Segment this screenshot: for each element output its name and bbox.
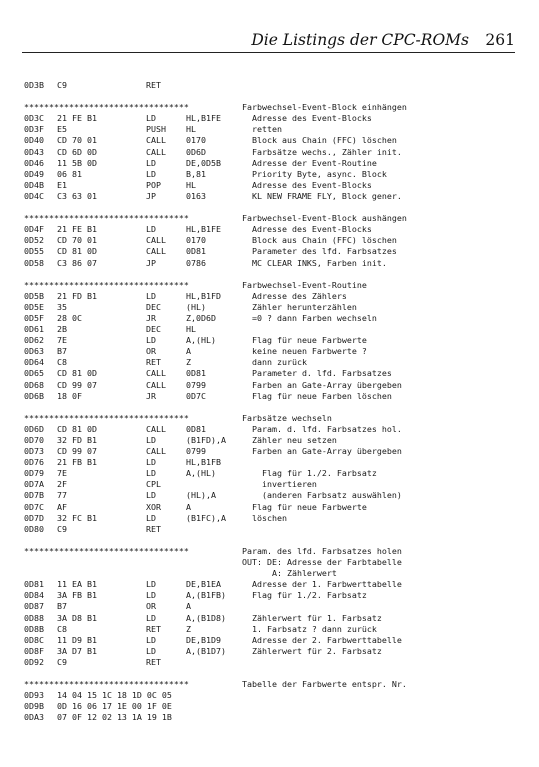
page-number: 261 <box>485 31 515 49</box>
line-operand: (B1FD),A <box>186 435 226 445</box>
line-address: 0D3B <box>24 80 44 90</box>
line-address: 0D4F <box>24 224 44 235</box>
line-mnemonic: OR <box>146 601 156 612</box>
line-comment: Adresse der 2. Farbwerttabelle <box>242 634 402 645</box>
line-mnemonic: LD <box>146 634 156 645</box>
line-opcode-bytes: CD 81 0D <box>57 246 97 257</box>
listing-line <box>24 180 524 191</box>
listing-line <box>24 590 524 601</box>
listing-line <box>24 158 524 169</box>
line-operand: 0170 <box>186 235 206 246</box>
line-operand: 0D81 <box>186 368 206 379</box>
listing-line <box>24 357 524 368</box>
line-opcode-bytes: 35 <box>57 301 67 312</box>
line-operand: 0799 <box>186 379 206 390</box>
line-comment: Farbwechsel-Event-Routine <box>242 279 367 290</box>
line-mnemonic: LD <box>146 435 156 445</box>
line-mnemonic: LD <box>146 512 156 523</box>
line-address: 0D43 <box>24 146 44 157</box>
listing-line <box>24 502 524 513</box>
listing-line <box>24 446 524 457</box>
line-mnemonic: OR <box>146 346 156 357</box>
listing-line <box>24 113 524 124</box>
line-operand: 0786 <box>186 257 206 268</box>
line-mnemonic: CPL <box>146 479 161 490</box>
line-comment: Zählerwert für 2. Farbsatz <box>242 645 382 656</box>
line-address: 0D8F <box>24 645 44 656</box>
line-mnemonic: RET <box>146 523 161 534</box>
line-opcode-bytes: 11 D9 B1 <box>57 634 97 645</box>
line-comment: Block aus Chain (FFC) löschen <box>242 135 397 146</box>
line-mnemonic: RET <box>146 623 161 634</box>
line-operand: Z <box>186 623 191 634</box>
line-mnemonic: JR <box>146 312 156 323</box>
line-opcode-bytes: CD 6D 0D <box>57 146 97 157</box>
line-comment: MC CLEAR INKS, Farben init. <box>242 257 387 268</box>
listing-line <box>24 124 524 135</box>
line-address: ********************************* <box>24 279 189 290</box>
listing-line <box>24 246 524 257</box>
listing-gap <box>24 535 524 546</box>
listing-line <box>24 213 524 224</box>
listing-line <box>24 546 524 557</box>
line-comment: Farbsätze wechseln <box>242 412 332 423</box>
line-operand: A,(HL) <box>186 468 216 479</box>
line-comment: Flag für 1./2. Farbsatz <box>242 590 367 601</box>
line-comment: (anderen Farbsatz auswählen) <box>242 490 402 501</box>
line-operand: 0D81 <box>186 423 206 434</box>
line-opcode-bytes: C9 <box>57 523 67 534</box>
line-opcode-bytes: 0D 16 06 17 1E 00 1F 0E <box>57 701 172 712</box>
listing-line <box>24 102 524 113</box>
line-mnemonic: LD <box>146 290 156 301</box>
line-address: ********************************* <box>24 679 189 690</box>
line-opcode-bytes: 14 04 15 1C 18 1D 0C 05 <box>57 690 172 701</box>
line-address: 0D84 <box>24 590 44 601</box>
line-mnemonic: RET <box>146 656 161 667</box>
listing-gap <box>24 269 524 280</box>
listing-line <box>24 391 524 402</box>
line-address: 0D7D <box>24 512 44 523</box>
line-opcode-bytes: E1 <box>57 179 67 190</box>
line-mnemonic: LD <box>146 457 156 468</box>
line-operand: A <box>186 346 191 357</box>
line-opcode-bytes: 18 0F <box>57 390 82 401</box>
line-comment: Priority Byte, async. Block <box>242 168 387 179</box>
line-operand: HL <box>186 179 196 190</box>
line-mnemonic: JP <box>146 190 156 201</box>
line-comment: =0 ? dann Farben wechseln <box>242 312 377 323</box>
listing-line <box>24 435 524 446</box>
line-opcode-bytes: 2B <box>57 324 67 335</box>
listing-line <box>24 601 524 612</box>
line-address: 0D49 <box>24 168 44 179</box>
line-operand: HL,B1FE <box>186 113 221 124</box>
line-operand: 0170 <box>186 135 206 146</box>
line-address: 0D70 <box>24 435 44 445</box>
line-address: 0D92 <box>24 656 44 667</box>
line-operand: HL,B1FE <box>186 224 221 235</box>
listing-line <box>24 80 524 91</box>
line-opcode-bytes: 7E <box>57 335 67 346</box>
line-comment: retten <box>242 124 282 135</box>
line-address: 0D52 <box>24 235 44 246</box>
line-address: ********************************* <box>24 412 189 423</box>
line-address: 0D3C <box>24 113 44 124</box>
line-opcode-bytes: C3 63 01 <box>57 190 97 201</box>
line-opcode-bytes: CD 70 01 <box>57 135 97 146</box>
line-opcode-bytes: AF <box>57 501 67 512</box>
listing-line <box>24 335 524 346</box>
line-address: 0D7C <box>24 501 44 512</box>
line-address: 0D8C <box>24 634 44 645</box>
listing-line <box>24 524 524 535</box>
line-address: 0D58 <box>24 257 44 268</box>
line-mnemonic: LD <box>146 113 156 124</box>
listing-line <box>24 479 524 490</box>
line-comment: Flag für neue Farbwerte <box>242 501 367 512</box>
line-opcode-bytes: CD 70 01 <box>57 235 97 246</box>
line-address: 0D6D <box>24 423 44 434</box>
line-comment: Parameter des lfd. Farbsatzes <box>242 246 397 257</box>
line-opcode-bytes: 21 FE B1 <box>57 113 97 124</box>
listing-line <box>24 690 524 701</box>
line-comment: Param. des lfd. Farbsatzes holen <box>242 545 402 556</box>
line-address: 0D7A <box>24 479 44 490</box>
line-opcode-bytes: CD 81 0D <box>57 423 97 434</box>
listing-line <box>24 624 524 635</box>
listing-gap <box>24 668 524 679</box>
line-comment: Flag für neue Farben löschen <box>242 390 392 401</box>
line-operand: 0D7C <box>186 390 206 401</box>
listing-line <box>24 368 524 379</box>
line-opcode-bytes: 77 <box>57 490 67 501</box>
line-mnemonic: RET <box>146 80 161 90</box>
line-mnemonic: CALL <box>146 235 166 246</box>
line-address: 0D3F <box>24 124 44 135</box>
line-mnemonic: CALL <box>146 246 166 257</box>
line-comment: keine neuen Farbwerte ? <box>242 346 367 357</box>
line-address: ********************************* <box>24 545 189 556</box>
line-comment: Adresse des Zählers <box>242 290 347 301</box>
listing-line <box>24 613 524 624</box>
listing-line <box>24 147 524 158</box>
line-comment: Adresse des Event-Blocks <box>242 224 372 235</box>
line-opcode-bytes: 06 81 <box>57 168 82 179</box>
line-opcode-bytes: CD 99 07 <box>57 446 97 457</box>
line-opcode-bytes: C8 <box>57 357 67 368</box>
line-comment: Zähler neu setzen <box>242 435 337 445</box>
line-address: 0D88 <box>24 612 44 623</box>
listing-gap <box>24 402 524 413</box>
line-comment: Block aus Chain (FFC) löschen <box>242 235 397 246</box>
listing-line <box>24 324 524 335</box>
page-header <box>22 26 515 53</box>
line-opcode-bytes: 11 5B 0D <box>57 157 97 168</box>
line-comment: Flag für 1./2. Farbsatz <box>242 468 377 479</box>
line-opcode-bytes: E5 <box>57 124 67 135</box>
line-address: 0D87 <box>24 601 44 612</box>
line-operand: 0163 <box>186 190 206 201</box>
line-address: 0D40 <box>24 135 44 146</box>
line-address: 0DA3 <box>24 712 44 723</box>
line-address: 0D55 <box>24 246 44 257</box>
line-address: 0D4B <box>24 179 44 190</box>
line-operand: HL,B1FD <box>186 290 221 301</box>
listing-gap <box>24 202 524 213</box>
listing-line <box>24 413 524 424</box>
line-opcode-bytes: 32 FC B1 <box>57 512 97 523</box>
line-comment: OUT: DE: Adresse der Farbtabelle <box>242 557 402 568</box>
line-comment: KL NEW FRAME FLY, Block gener. <box>242 190 402 201</box>
line-mnemonic: JP <box>146 257 156 268</box>
line-address: 0D63 <box>24 346 44 357</box>
listing-line <box>24 579 524 590</box>
listing-line <box>24 646 524 657</box>
line-operand: DE,B1EA <box>186 579 221 590</box>
line-operand: (HL),A <box>186 490 216 501</box>
listing-line <box>24 191 524 202</box>
line-address: 0D93 <box>24 690 44 701</box>
line-operand: Z,0D6D <box>186 312 216 323</box>
line-mnemonic: XOR <box>146 501 161 512</box>
line-comment: Farbwechsel-Event-Block aushängen <box>242 213 407 224</box>
listing-line <box>24 235 524 246</box>
line-comment: löschen <box>242 512 287 523</box>
line-address: 0D5E <box>24 301 44 312</box>
line-comment: Zähler herunterzählen <box>242 301 357 312</box>
line-operand: A <box>186 501 191 512</box>
line-comment: Flag für neue Farbwerte <box>242 335 367 346</box>
line-opcode-bytes: 21 FB B1 <box>57 457 97 468</box>
line-opcode-bytes: 21 FE B1 <box>57 224 97 235</box>
line-mnemonic: LD <box>146 590 156 601</box>
line-mnemonic: LD <box>146 490 156 501</box>
line-opcode-bytes: 2F <box>57 479 67 490</box>
line-address: 0D62 <box>24 335 44 346</box>
line-mnemonic: LD <box>146 335 156 346</box>
line-mnemonic: LD <box>146 612 156 623</box>
line-comment: 1. Farbsatz ? dann zurück <box>242 623 377 634</box>
line-opcode-bytes: C9 <box>57 656 67 667</box>
line-comment: Adresse der Event-Routine <box>242 157 377 168</box>
line-comment: Farbwechsel-Event-Block einhängen <box>242 102 407 113</box>
line-opcode-bytes: CD 99 07 <box>57 379 97 390</box>
line-address: 0D7B <box>24 490 44 501</box>
line-operand: 0D81 <box>186 246 206 257</box>
line-mnemonic: PUSH <box>146 124 166 135</box>
line-operand: A <box>186 601 191 612</box>
line-address: 0D65 <box>24 368 44 379</box>
line-mnemonic: CALL <box>146 146 166 157</box>
listing-line <box>24 135 524 146</box>
listing-line <box>24 291 524 302</box>
line-operand: 0799 <box>186 446 206 457</box>
line-mnemonic: CALL <box>146 446 166 457</box>
line-comment: dann zurück <box>242 357 307 368</box>
line-mnemonic: JR <box>146 390 156 401</box>
line-mnemonic: LD <box>146 168 156 179</box>
line-operand: DE,B1D9 <box>186 634 221 645</box>
assembly-listing <box>24 80 524 723</box>
line-opcode-bytes: 3A FB B1 <box>57 590 97 601</box>
listing-line <box>24 468 524 479</box>
line-mnemonic: LD <box>146 468 156 479</box>
line-opcode-bytes: B7 <box>57 346 67 357</box>
line-comment: Param. d. lfd. Farbsatzes hol. <box>242 423 402 434</box>
line-mnemonic: LD <box>146 579 156 590</box>
line-address: 0D6B <box>24 390 44 401</box>
listing-line <box>24 258 524 269</box>
line-address: 0D73 <box>24 446 44 457</box>
line-operand: HL <box>186 124 196 135</box>
line-address: 0D46 <box>24 157 44 168</box>
line-operand: (B1FC),A <box>186 512 226 523</box>
line-address: 0D61 <box>24 324 44 335</box>
line-mnemonic: DEC <box>146 324 161 335</box>
line-comment: Adresse des Event-Blocks <box>242 113 372 124</box>
line-operand: A,(B1D7) <box>186 645 226 656</box>
line-mnemonic: DEC <box>146 301 161 312</box>
line-comment: Zählerwert für 1. Farbsatz <box>242 612 382 623</box>
line-address: 0D5B <box>24 290 44 301</box>
line-mnemonic: CALL <box>146 423 166 434</box>
line-address: ********************************* <box>24 102 189 113</box>
line-address: 0D5F <box>24 312 44 323</box>
line-comment: Farben an Gate-Array übergeben <box>242 379 402 390</box>
line-comment: Farbsätze wechs., Zähler init. <box>242 146 402 157</box>
line-comment: Parameter d. lfd. Farbsatzes <box>242 368 392 379</box>
listing-line <box>24 513 524 524</box>
line-mnemonic: CALL <box>146 368 166 379</box>
listing-line <box>24 224 524 235</box>
line-mnemonic: LD <box>146 157 156 168</box>
line-address: 0D64 <box>24 357 44 368</box>
line-mnemonic: POP <box>146 179 161 190</box>
listing-line <box>24 712 524 723</box>
line-opcode-bytes: 07 0F 12 02 13 1A 19 1B <box>57 712 172 723</box>
listing-line <box>24 346 524 357</box>
line-address: 0D9B <box>24 701 44 712</box>
line-opcode-bytes: CD 81 0D <box>57 368 97 379</box>
listing-line <box>24 635 524 646</box>
line-operand: A,(B1D8) <box>186 612 226 623</box>
line-comment: A: Zählerwert <box>242 568 337 579</box>
listing-line <box>24 302 524 313</box>
listing-line <box>24 490 524 501</box>
line-operand: A,(B1FB) <box>186 590 226 601</box>
line-mnemonic: LD <box>146 224 156 235</box>
line-address: 0D80 <box>24 523 44 534</box>
line-operand: HL <box>186 324 196 335</box>
running-title: Die Listings der CPC-ROMs <box>251 31 469 49</box>
line-address: 0D8B <box>24 623 44 634</box>
listing-line <box>24 679 524 690</box>
line-address: 0D68 <box>24 379 44 390</box>
line-address: 0D81 <box>24 579 44 590</box>
line-opcode-bytes: 3A D8 B1 <box>57 612 97 623</box>
line-mnemonic: CALL <box>146 379 166 390</box>
listing-line <box>24 457 524 468</box>
line-opcode-bytes: C9 <box>57 80 67 90</box>
line-operand: A,(HL) <box>186 335 216 346</box>
listing-line <box>24 424 524 435</box>
line-opcode-bytes: C3 86 07 <box>57 257 97 268</box>
line-address: 0D4C <box>24 190 44 201</box>
listing-line <box>24 280 524 291</box>
line-opcode-bytes: 32 FD B1 <box>57 435 97 445</box>
line-address: 0D79 <box>24 468 44 479</box>
line-address: 0D76 <box>24 457 44 468</box>
line-operand: DE,0D5B <box>186 157 221 168</box>
listing-line <box>24 313 524 324</box>
listing-line <box>24 701 524 712</box>
line-operand: Z <box>186 357 191 368</box>
line-operand: 0D6D <box>186 146 206 157</box>
line-operand: (HL) <box>186 301 206 312</box>
listing-line <box>24 169 524 180</box>
line-mnemonic: CALL <box>146 135 166 146</box>
listing-line <box>24 568 524 579</box>
listing-line <box>24 657 524 668</box>
line-comment: Adresse der 1. Farbwerttabelle <box>242 579 402 590</box>
line-comment: Adresse des Event-Blocks <box>242 179 372 190</box>
line-operand: B,81 <box>186 168 206 179</box>
line-comment: Farben an Gate-Array übergeben <box>242 446 402 457</box>
listing-line <box>24 380 524 391</box>
line-address: ********************************* <box>24 213 189 224</box>
line-opcode-bytes: B7 <box>57 601 67 612</box>
line-opcode-bytes: 11 EA B1 <box>57 579 97 590</box>
line-mnemonic: RET <box>146 357 161 368</box>
line-opcode-bytes: 28 0C <box>57 312 82 323</box>
line-comment: Tabelle der Farbwerte entspr. Nr. <box>242 679 407 690</box>
line-operand: HL,B1FB <box>186 457 221 468</box>
line-comment: invertieren <box>242 479 317 490</box>
listing-gap <box>24 91 524 102</box>
line-opcode-bytes: C8 <box>57 623 67 634</box>
line-opcode-bytes: 21 FD B1 <box>57 290 97 301</box>
listing-line <box>24 557 524 568</box>
line-opcode-bytes: 3A D7 B1 <box>57 645 97 656</box>
line-opcode-bytes: 7E <box>57 468 67 479</box>
line-mnemonic: LD <box>146 645 156 656</box>
